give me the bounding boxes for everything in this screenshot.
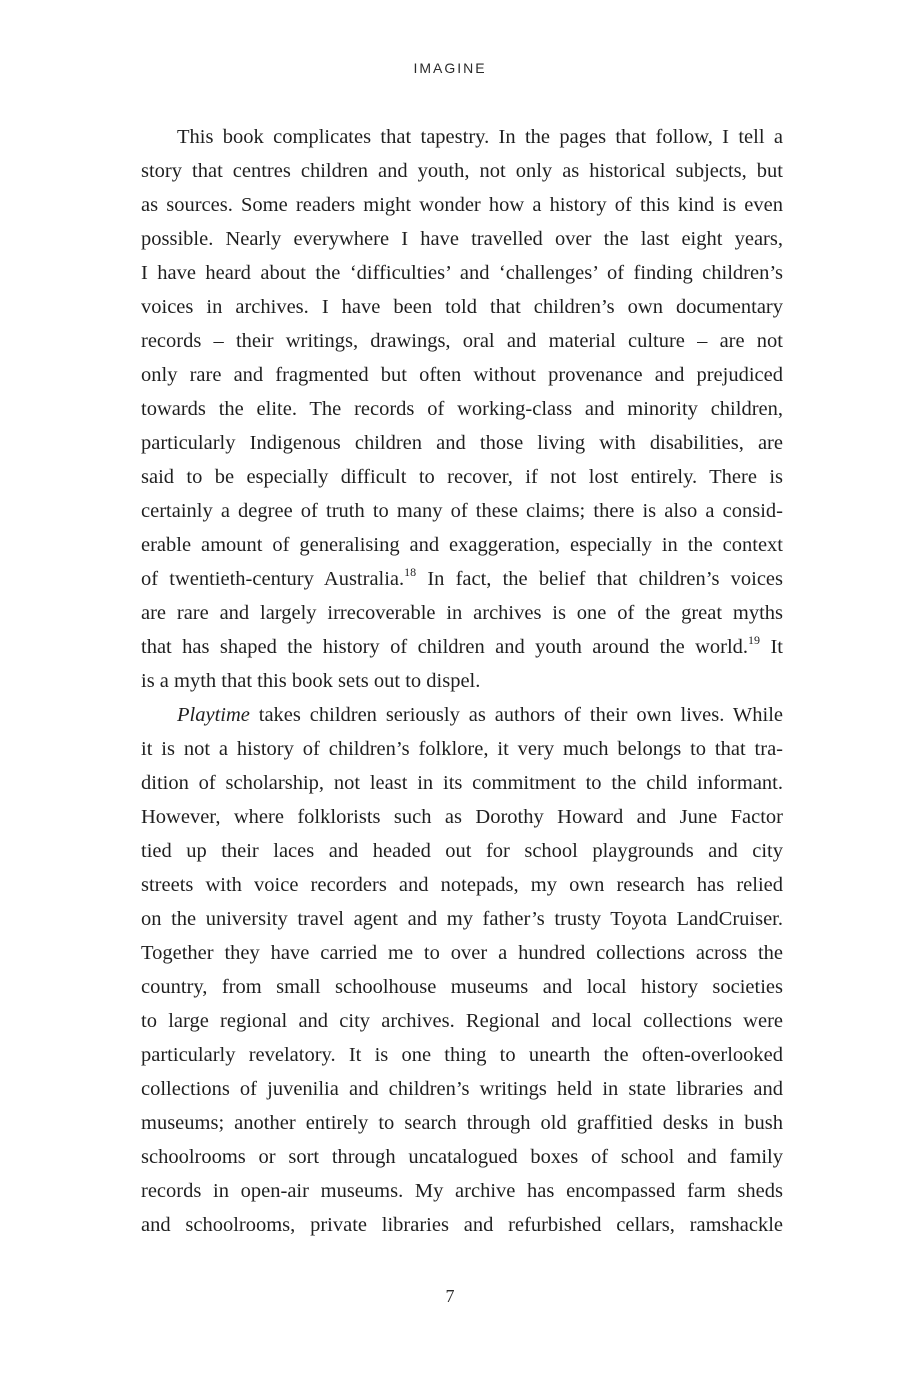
text-segment: of twentieth-century Australia. [141,568,405,590]
text-line-with-title [141,698,783,732]
footnote-ref-19[interactable]: 19 [748,633,761,648]
text-line: particularly revelatory. It is one thing to unearth the often-overlooked [141,1044,783,1066]
text-segment: It [760,636,783,658]
text-line: dition of scholarship, not least in its commitment to the child informant. [141,772,783,794]
text-line: records – their writings, drawings, oral and material culture – are not [141,330,783,352]
text-line: Together they have carried me to over a hundred collections across the [141,942,783,964]
text-line: streets with voice recorders and notepads, my own research has relied [141,874,783,896]
footnote-ref-18[interactable]: 18 [404,565,417,580]
text-line-with-footnote [141,562,783,596]
text-segment: In fact, the belief that children’s voices [416,568,783,590]
text-line: it is not a history of children’s folklore, it very much belongs to that tra- [141,738,783,760]
text-line: is a myth that this book sets out to dispel. [141,670,481,692]
text-line: on the university travel agent and my father’s trusty Toyota LandCruiser. [141,908,783,930]
running-head: IMAGINE [413,60,487,76]
text-line: are rare and largely irrecoverable in archives is one of the great myths [141,602,783,624]
text-line: and schoolrooms, private libraries and refurbished cellars, ramshackle [141,1214,783,1236]
page-number: 7 [445,1286,455,1306]
text-line: This book complicates that tapestry. In the pages that follow, I tell a [177,126,783,148]
text-line: tied up their laces and headed out for school playgrounds and city [141,840,783,862]
text-segment: takes children seriously as authors of their own lives. While [249,704,783,726]
text-line: certainly a degree of truth to many of these claims; there is also a consid- [141,500,783,522]
text-line: records in open-air museums. My archive has encompassed farm sheds [141,1180,783,1202]
text-line-with-footnote [141,630,783,664]
text-line: towards the elite. The records of working-class and minority children, [141,398,783,420]
text-segment: that has shaped the history of children and youth around the world. [141,636,749,658]
text-line: to large regional and city archives. Regional and local collections were [141,1010,783,1032]
text-line: schoolrooms or sort through uncatalogued boxes of school and family [141,1146,783,1168]
text-line: particularly Indigenous children and those living with disabilities, are [141,432,783,454]
body-text [141,120,783,1242]
text-line: possible. Nearly everywhere I have travelled over the last eight years, [141,228,783,250]
text-line: I have heard about the ‘difficulties’ and ‘challenges’ of finding children’s [141,262,783,284]
text-line: only rare and fragmented but often without provenance and prejudiced [141,364,783,386]
text-line: voices in archives. I have been told that children’s own documentary [141,296,783,318]
text-line: erable amount of generalising and exaggeration, especially in the context [141,534,783,556]
text-line: museums; another entirely to search through old graffitied desks in bush [141,1112,783,1134]
book-title: Playtime [177,704,250,726]
text-line: said to be especially difficult to recover, if not lost entirely. There is [141,466,783,488]
text-line: as sources. Some readers might wonder how a history of this kind is even [141,194,783,216]
text-line: However, where folklorists such as Dorothy Howard and June Factor [141,806,783,828]
paragraph-2 [141,698,783,1242]
text-line: story that centres children and youth, not only as historical subjects, but [141,160,783,182]
paragraph-1 [141,120,783,698]
text-line: collections of juvenilia and children’s writings held in state libraries and [141,1078,783,1100]
text-line: country, from small schoolhouse museums and local history societies [141,976,783,998]
